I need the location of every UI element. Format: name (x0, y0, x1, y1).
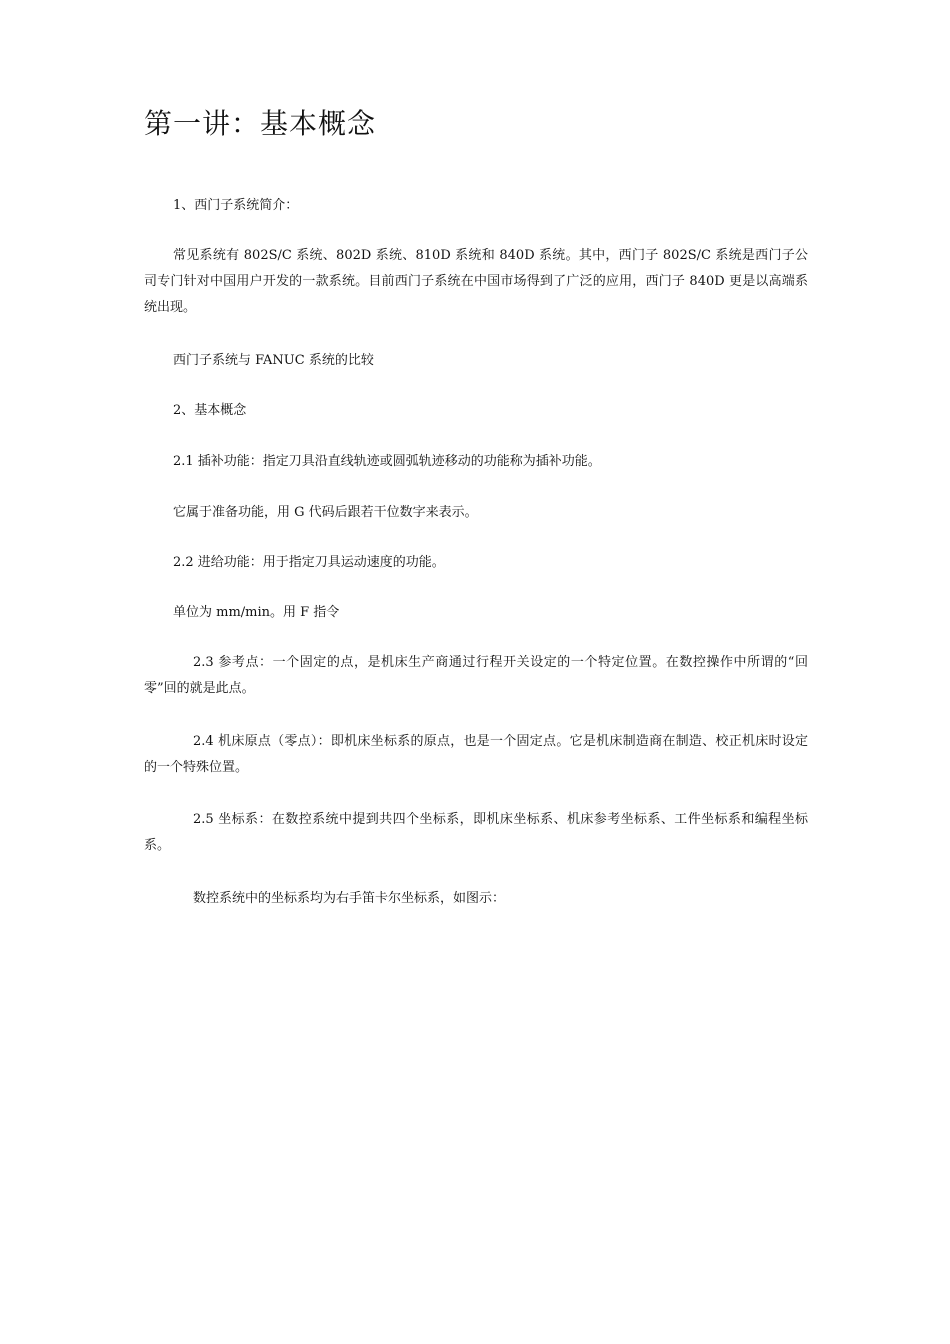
paragraph-g-code: 它属于准备功能，用 G 代码后跟若干位数字来表示。 (173, 505, 478, 520)
section-heading-basic-concepts: 2、基本概念 (173, 403, 247, 418)
paragraph-reference-point: 2.3 参考点：一个固定的点，是机床生产商通过行程开关设定的一个特定位置。在数控操作中所谓的“回零”回的就是此点。 (144, 655, 808, 696)
paragraph-right-hand-cartesian: 数控系统中的坐标系均为右手笛卡尔坐标系，如图示： (193, 891, 506, 906)
paragraph-machine-origin: 2.4 机床原点（零点）：即机床坐标系的原点，也是一个固定点。它是机床制造商在制造、校正机床时设定的一个特殊位置。 (144, 734, 808, 775)
paragraph-comparison: 西门子系统与 FANUC 系统的比较 (173, 353, 374, 368)
paragraph-interpolation: 2.1 插补功能：指定刀具沿直线轨迹或圆弧轨迹移动的功能称为插补功能。 (173, 454, 601, 469)
section-heading-siemens-intro: 1、西门子系统简介： (173, 198, 299, 213)
paragraph-systems-overview: 常见系统有 802S/C 系统、802D 系统、810D 系统和 840D 系统。其中，西门子 802S/C 系统是西门子公司专门针对中国用户开发的一款系统。目前西门子系统在中国市场得到了广泛的应用，西门子 840D 更是以高端系统出现。 (144, 248, 808, 315)
paragraph-coordinate-systems: 2.5 坐标系：在数控系统中提到共四个坐标系，即机床坐标系、机床参考坐标系、工件坐标系和编程坐标系。 (144, 812, 808, 853)
paragraph-feed-unit: 单位为 mm/min。用 F 指令 (173, 605, 340, 620)
paragraph-feed-function: 2.2 进给功能：用于指定刀具运动速度的功能。 (173, 555, 445, 570)
page-title: 第一讲：基本概念 (144, 107, 377, 140)
